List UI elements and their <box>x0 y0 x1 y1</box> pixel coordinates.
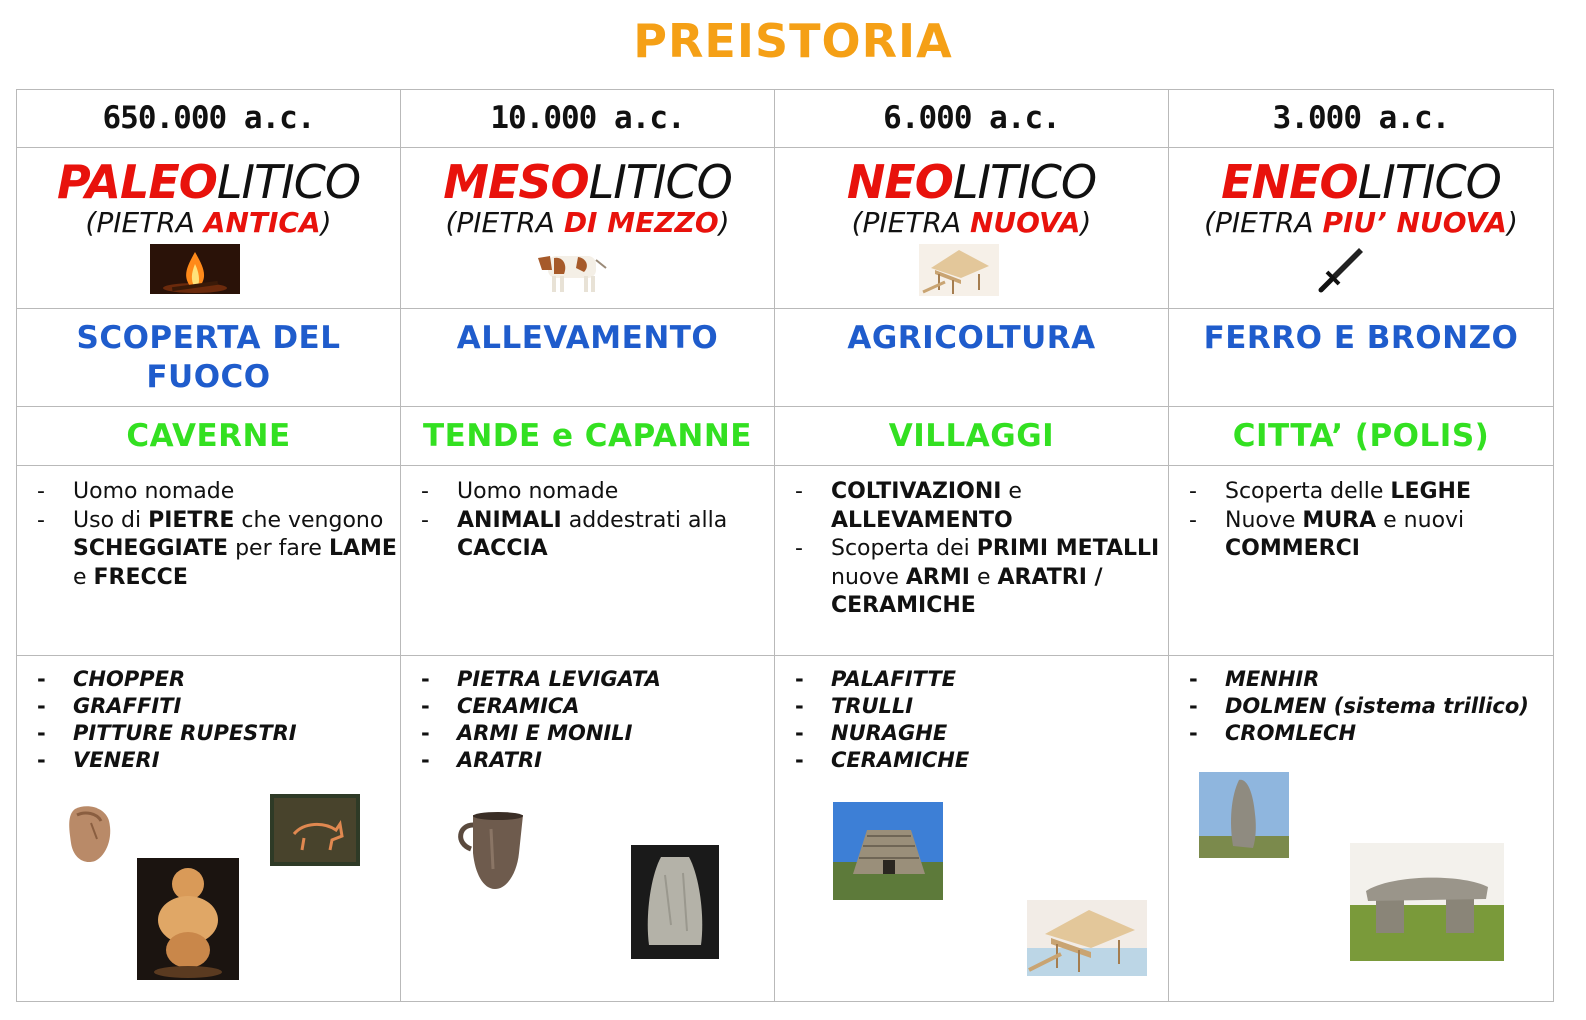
era-meaning-close: ) <box>1506 206 1518 239</box>
fact-text: e <box>1001 479 1022 504</box>
fact-text: Nuove <box>1225 507 1303 533</box>
habitat-cell <box>17 407 401 466</box>
artifacts-cell-mesolitico <box>401 656 775 1002</box>
discovery-label: FERRO E BRONZO <box>1203 320 1519 356</box>
chopper-stone-image <box>67 803 113 865</box>
artifact-item: - GRAFFITI <box>37 693 400 720</box>
fact-keyword: LAME <box>328 536 397 561</box>
discovery-row <box>17 309 1554 407</box>
artifact-item: - PITTURE RUPESTRI <box>37 720 400 747</box>
era-meaning-open: (PIETRA <box>851 206 970 239</box>
polished-stone-axe-image <box>631 845 719 959</box>
description-cell <box>17 466 401 656</box>
era-name <box>775 155 1168 209</box>
fact-keyword: MURA <box>1302 507 1377 533</box>
fact-item <box>37 478 400 507</box>
era-row <box>17 148 1554 309</box>
era-name <box>1169 155 1553 209</box>
era-meaning-open: (PIETRA <box>1204 206 1323 239</box>
description-row <box>17 466 1554 656</box>
artifact-item: - ARATRI <box>421 747 774 774</box>
dolmen-image <box>1350 843 1504 961</box>
artifact-item: - VENERI <box>37 747 400 774</box>
palafitte-image <box>1027 900 1147 976</box>
era-suffix: LITICO <box>588 155 732 209</box>
date-row <box>17 90 1554 148</box>
date-cell-eneolitico <box>1169 90 1554 148</box>
era-meaning-highlight: ANTICA <box>203 206 321 239</box>
fact-keyword: PIETRE <box>148 507 235 533</box>
habitat-label: CAVERNE <box>126 418 291 454</box>
fact-list <box>17 478 400 592</box>
venus-figurine-image <box>137 858 239 980</box>
artifact-item: - NURAGHE <box>795 720 1168 747</box>
artifact-item: - PIETRA LEVIGATA <box>421 666 774 693</box>
fact-text: Scoperta delle <box>1225 479 1391 504</box>
fact-keyword: SCHEGGIATE <box>73 536 229 561</box>
artifact-item: - CROMLECH <box>1189 720 1553 747</box>
icon-area <box>775 244 1168 300</box>
fact-keyword: ARMI <box>905 564 970 590</box>
artifacts-cell-paleolitico <box>17 656 401 1002</box>
artifacts-row <box>17 656 1554 1002</box>
fact-list <box>775 478 1168 621</box>
artifact-item: - TRULLI <box>795 693 1168 720</box>
fact-keyword: ALLEVAMENTO <box>831 507 1013 533</box>
era-meaning-highlight: NUOVA <box>970 206 1081 239</box>
era-meaning-close: ) <box>320 206 332 239</box>
sword-icon <box>1315 244 1367 296</box>
fact-item <box>421 507 774 564</box>
page-title: PREISTORIA <box>633 14 953 68</box>
habitat-row <box>17 407 1554 466</box>
artifact-item: - MENHIR <box>1189 666 1553 693</box>
era-meaning-close: ) <box>718 206 730 239</box>
discovery-label: AGRICOLTURA <box>847 320 1096 356</box>
discovery-label: SCOPERTA DEL FUOCO <box>76 320 341 395</box>
description-cell <box>401 466 775 656</box>
fact-keyword: ARATRI / CERAMICHE <box>831 564 1103 618</box>
menhir-image <box>1199 772 1289 858</box>
fact-text: e <box>73 564 94 590</box>
artifact-list <box>775 666 1168 774</box>
era-meaning <box>17 206 400 240</box>
description-cell <box>775 466 1169 656</box>
habitat-cell <box>401 407 775 466</box>
fact-item <box>1189 507 1553 564</box>
fact-text: e <box>969 564 998 590</box>
cave-painting-image <box>270 794 360 866</box>
cow-icon <box>534 244 612 296</box>
nuraghe-image <box>833 802 943 900</box>
date-label: 10.000 a.c. <box>490 100 685 136</box>
era-cell-mesolitico <box>401 148 775 309</box>
date-label: 650.000 a.c. <box>102 100 315 136</box>
habitat-cell <box>775 407 1169 466</box>
fact-keyword: COMMERCI <box>1225 536 1360 561</box>
discovery-cell <box>1169 309 1554 407</box>
fact-keyword: LEGHE <box>1390 479 1471 504</box>
date-label: 6.000 a.c. <box>883 100 1060 136</box>
fact-item <box>37 507 400 593</box>
era-cell-eneolitico <box>1169 148 1554 309</box>
date-cell-neolitico <box>775 90 1169 148</box>
era-meaning <box>401 206 774 240</box>
discovery-cell <box>775 309 1169 407</box>
artifact-item: - CERAMICHE <box>795 747 1168 774</box>
stilt-house-icon <box>919 244 999 296</box>
era-cell-neolitico <box>775 148 1169 309</box>
icon-area <box>17 244 400 300</box>
fact-text: che vengono <box>234 507 384 533</box>
fact-keyword: FRECCE <box>93 564 188 590</box>
fact-list <box>401 478 774 564</box>
artifact-list <box>401 666 774 774</box>
era-meaning <box>775 206 1168 240</box>
era-suffix: LITICO <box>216 155 361 209</box>
era-prefix: ENEO <box>1221 155 1358 209</box>
artifact-item: - ARMI E MONILI <box>421 720 774 747</box>
fact-text: nuove <box>831 564 906 590</box>
era-meaning-open: (PIETRA <box>85 206 204 239</box>
fact-item <box>795 535 1168 621</box>
prehistory-table <box>16 89 1554 1002</box>
icon-area <box>1169 244 1553 300</box>
habitat-label: CITTA’ (POLIS) <box>1232 418 1490 454</box>
era-meaning <box>1169 206 1553 240</box>
era-name <box>401 155 774 209</box>
era-suffix: LITICO <box>1357 155 1501 209</box>
fact-keyword: COLTIVAZIONI <box>831 479 1002 504</box>
era-meaning-close: ) <box>1080 206 1092 239</box>
era-prefix: NEO <box>846 155 953 209</box>
fact-text: e nuovi <box>1376 507 1465 533</box>
habitat-label: TENDE e CAPANNE <box>423 418 752 454</box>
era-cell-paleolitico <box>17 148 401 309</box>
fact-list <box>1169 478 1553 564</box>
artifact-list <box>17 666 400 774</box>
date-cell-mesolitico <box>401 90 775 148</box>
era-suffix: LITICO <box>952 155 1097 209</box>
fact-text: Uomo nomade <box>73 479 235 504</box>
campfire-icon <box>150 244 240 294</box>
fact-keyword: ANIMALI <box>457 507 562 533</box>
date-cell-paleolitico <box>17 90 401 148</box>
habitat-cell <box>1169 407 1554 466</box>
ceramic-pot-image <box>451 809 533 893</box>
fact-text: Uomo nomade <box>457 479 619 504</box>
fact-text: Uso di <box>73 507 149 533</box>
discovery-cell <box>17 309 401 407</box>
fact-text: Scoperta dei <box>831 536 977 561</box>
era-meaning-highlight: DI MEZZO <box>563 206 719 239</box>
fact-text: addestrati alla <box>561 507 728 533</box>
discovery-label: ALLEVAMENTO <box>456 320 719 356</box>
era-name <box>17 155 400 209</box>
era-prefix: PALEO <box>56 155 217 209</box>
habitat-label: VILLAGGI <box>888 418 1055 454</box>
artifact-item: - PALAFITTE <box>795 666 1168 693</box>
artifact-list <box>1169 666 1553 747</box>
fact-item <box>795 478 1168 535</box>
icon-area <box>401 244 774 300</box>
era-meaning-highlight: PIU’ NUOVA <box>1322 206 1507 239</box>
artifact-item: - DOLMEN (sistema trillico) <box>1189 693 1553 720</box>
artifacts-cell-neolitico <box>775 656 1169 1002</box>
fact-item <box>1189 478 1553 507</box>
date-label: 3.000 a.c. <box>1272 100 1450 136</box>
era-meaning-open: (PIETRA <box>445 206 564 239</box>
fact-text: per fare <box>228 536 329 561</box>
fact-keyword: PRIMI METALLI <box>976 536 1160 561</box>
artifact-item: - CERAMICA <box>421 693 774 720</box>
artifact-item: - CHOPPER <box>37 666 400 693</box>
artifacts-cell-eneolitico <box>1169 656 1554 1002</box>
fact-item <box>421 478 774 507</box>
fact-keyword: CACCIA <box>457 536 548 561</box>
description-cell <box>1169 466 1554 656</box>
discovery-cell <box>401 309 775 407</box>
era-prefix: MESO <box>443 155 589 209</box>
